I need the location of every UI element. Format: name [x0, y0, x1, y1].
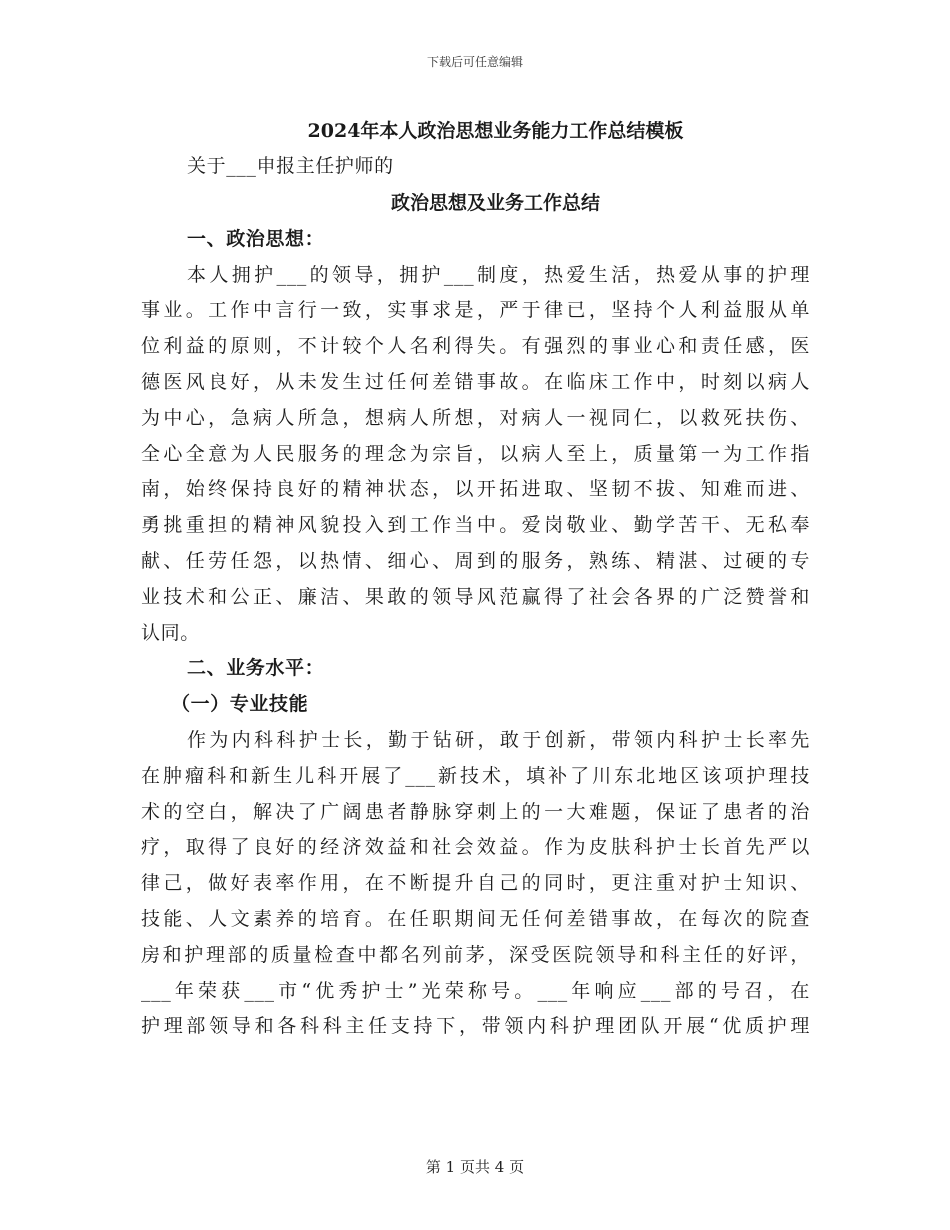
document-body [141, 113, 810, 1045]
paragraph-line: 为中心，急病人所急，想病人所想，对病人一视同仁，以救死扶伤、 [141, 406, 810, 429]
paragraph-line: 在肿瘤科和新生儿科开展了___新技术，填补了川东北地区该项护理技 [141, 764, 810, 787]
paragraph-line: 疗，取得了良好的经济效益和社会效益。作为皮肤科护士长首先严以 [141, 836, 810, 859]
paragraph-line: 南，始终保持良好的精神状态，以开拓进取、坚韧不拔、知难而进、 [141, 478, 810, 501]
paragraph-line: 本人拥护___的领导，拥护___制度，热爱生活，热爱从事的护理 [187, 263, 810, 286]
paragraph-line: 德医风良好，从未发生过任何差错事故。在临床工作中，时刻以病人 [141, 370, 810, 393]
section-heading-business: 二、业务水平： [187, 657, 325, 680]
paragraph-line: 认同。 [141, 621, 200, 644]
paragraph-line: 术的空白，解决了广阔患者静脉穿刺上的一大难题，保证了患者的治 [141, 800, 810, 823]
paragraph-line: 业技术和公正、廉洁、果敢的领导风范赢得了社会各界的广泛赞誉和 [141, 585, 810, 608]
page-header-note: 下载后可任意编辑 [426, 55, 523, 69]
document-subtitle: 政治思想及业务工作总结 [390, 191, 600, 214]
paragraph-line: 作为内科科护士长，勤于钻研，敢于创新，带领内科护士长率先 [187, 728, 810, 751]
subsection-heading-skills: （一）专业技能 [171, 693, 309, 716]
paragraph-line: 勇挑重担的精神风貌投入到工作当中。爱岗敬业、勤学苦干、无私奉 [141, 514, 810, 537]
document-title: 2024年本人政治思想业务能力工作总结模板 [307, 120, 684, 142]
section-heading-politics: 一、政治思想： [187, 227, 325, 250]
paragraph-line: 护理部领导和各科科主任支持下，带领内科护理团队开展“优质护理 [141, 1015, 810, 1038]
paragraph-line: 律己，做好表率作用，在不断提升自己的同时，更注重对护士知识、 [141, 872, 810, 895]
paragraph-line: 献、任劳任怨，以热情、细心、周到的服务，熟练、精湛、过硬的专 [141, 549, 810, 572]
paragraph-line: 全心全意为人民服务的理念为宗旨，以病人至上，质量第一为工作指 [141, 442, 810, 465]
paragraph-line: 事业。工作中言行一致，实事求是，严于律已，坚持个人利益服从单 [141, 299, 810, 322]
paragraph-line: ___年荣获___市“优秀护士”光荣称号。___年响应___部的号召，在 [141, 979, 810, 1002]
paragraph-line: 位利益的原则，不计较个人名利得失。有强烈的事业心和责任感，医 [141, 335, 810, 358]
paragraph-line: 技能、人文素养的培育。在任职期间无任何差错事故，在每次的院查 [141, 907, 810, 930]
paragraph-line: 房和护理部的质量检查中都名列前茅，深受医院领导和科主任的好评， [141, 943, 810, 966]
intro-line: 关于___申报主任护师的 [187, 155, 394, 177]
page-footer-number: 第 1 页共 4 页 [425, 1158, 525, 1176]
